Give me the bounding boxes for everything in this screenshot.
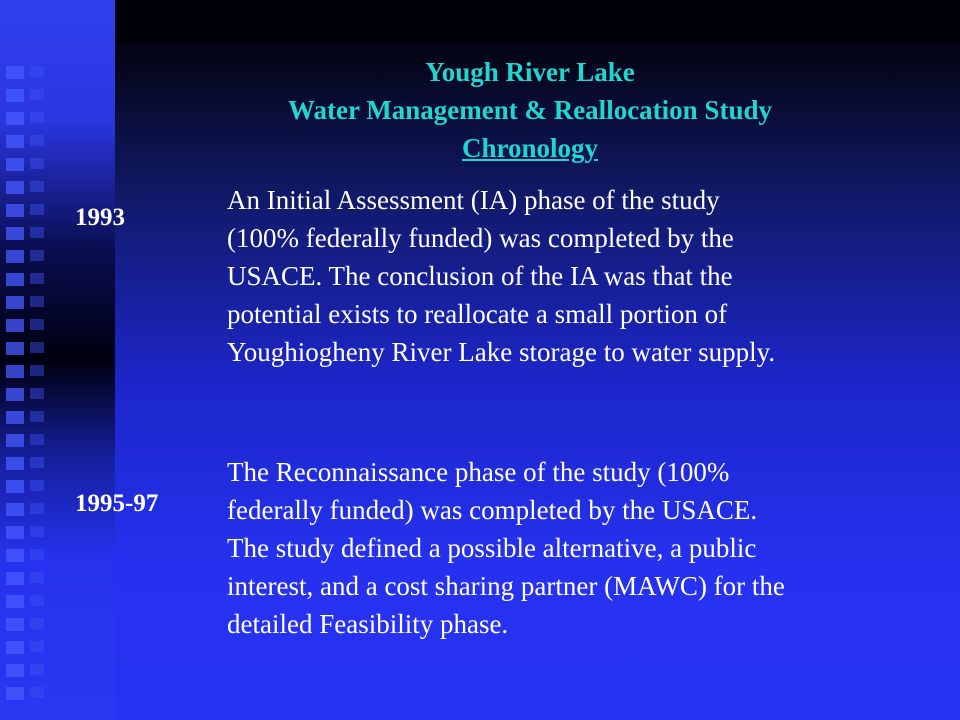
entry-1995-97-line: federally funded) was completed by the USACE. (227, 495, 758, 525)
entry-1993-line: USACE. The conclusion of the IA was that the (227, 261, 733, 291)
decorative-squares-secondary (30, 66, 44, 706)
year-label-1995-97: 1995-97 (75, 490, 159, 517)
year-label-1993: 1993 (75, 204, 125, 231)
entry-text-1995-97 (227, 453, 907, 643)
entry-1993-line: An Initial Assessment (IA) phase of the study (227, 185, 720, 215)
entry-1993-line: (100% federally funded) was completed by the (227, 223, 734, 253)
entry-text-1993 (227, 181, 907, 371)
decorative-squares (6, 66, 24, 706)
entry-1995-97-line: The Reconnaissance phase of the study (100% (227, 457, 730, 487)
top-dark-band (115, 0, 960, 44)
entry-1995-97-line: interest, and a cost sharing partner (MAWC) for the (227, 571, 785, 601)
entry-1995-97-line: The study defined a possible alternative, a public (227, 533, 757, 563)
entry-1993-line: Youghiogheny River Lake storage to water supply. (227, 337, 776, 367)
slide-title-line2: Water Management & Reallocation Study (288, 95, 772, 125)
entry-1995-97-line: detailed Feasibility phase. (227, 609, 509, 639)
slide-title-line1: Yough River Lake (425, 57, 635, 87)
left-decorative-strip (0, 0, 115, 720)
slide-title-chronology: Chronology (461, 133, 599, 163)
entry-1993-line: potential exists to reallocate a small portion of (227, 299, 728, 329)
